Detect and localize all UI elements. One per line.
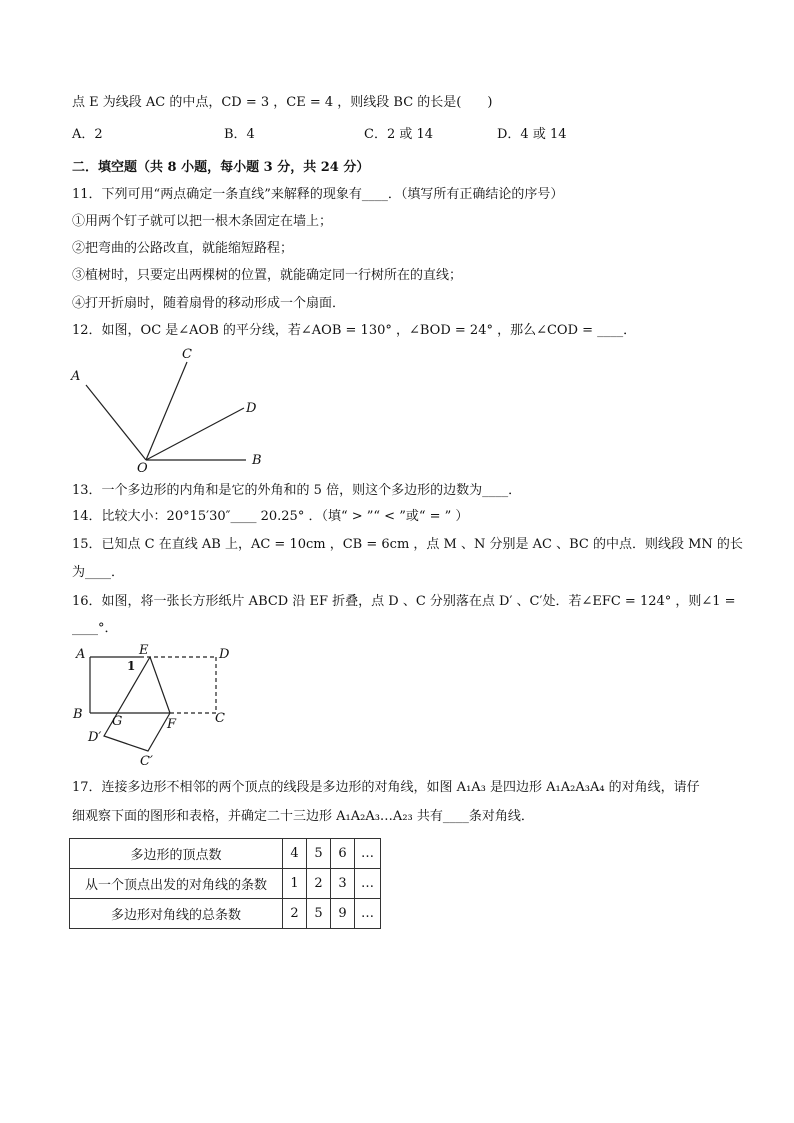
table-cell: … — [355, 869, 381, 899]
q16-line1: 16．如图，将一张长方形纸片 ABCD 沿 EF 折叠，点 D 、C 分别落在点 D′ 、C′处．若∠EFC = 124° ，则∠1 = — [72, 594, 736, 609]
label-a: A — [71, 369, 81, 384]
table-row — [70, 869, 381, 899]
q11-item-3: ③植树时，只要定出两棵树的位置，就能确定同一行树所在的直线； — [72, 268, 463, 283]
table-row-header: 多边形的顶点数 — [70, 839, 283, 869]
fold-label-a: A — [76, 647, 86, 662]
q10-option-a: A．2 — [72, 127, 103, 142]
q17-line1: 17．连接多边形不相邻的两个顶点的线段是多边形的对角线，如图 A₁A₃ 是四边形 A₁A₂A₃A₄ 的对角线，请仔 — [72, 780, 700, 795]
q10-stem: 点 E 为线段 AC 的中点，CD = 3 ，CE = 4 ，则线段 BC 的长是( ) — [72, 95, 493, 110]
q16-line2: ____°． — [72, 621, 118, 636]
q12-stem: 12．如图，OC 是∠AOB 的平分线，若∠AOB = 130° ，∠BOD = 24° ，那么∠COD = ____． — [72, 323, 637, 338]
table-row — [70, 899, 381, 929]
fold-label-c: C — [215, 711, 225, 726]
ray-od — [146, 408, 244, 460]
q10-option-b: B．4 — [224, 127, 255, 142]
table-cell: 2 — [283, 899, 307, 929]
q13-stem: 13．一个多边形的内角和是它的外角和的 5 倍，则这个多边形的边数为____． — [72, 483, 522, 498]
label-b: B — [252, 453, 262, 468]
table-cell: 6 — [331, 839, 355, 869]
ray-oa — [86, 385, 146, 460]
ray-oc — [146, 362, 187, 460]
table-cell: 1 — [283, 869, 307, 899]
section-title: 二．填空题（共 8 小题，每小题 3 分，共 24 分） — [72, 160, 370, 175]
fold-label-d-prime: D′ — [88, 730, 102, 745]
table-row — [70, 839, 381, 869]
q10-option-c: C．2 或 14 — [364, 127, 434, 142]
fold-label-c-prime: C′ — [140, 754, 153, 769]
table-cell: 9 — [331, 899, 355, 929]
q11-item-1: ①用两个钉子就可以把一根木条固定在墙上； — [72, 214, 333, 229]
fold-label-d: D — [219, 647, 230, 662]
label-o: O — [137, 461, 148, 476]
label-c: C — [182, 347, 192, 362]
q14-stem: 14．比较大小：20°15′30″____ 20.25° ．（填“ > ”“ < ”或“ = ” ） — [72, 509, 469, 524]
table-cell: 5 — [307, 839, 331, 869]
q17-line2: 细观察下面的图形和表格，并确定二十三边形 A₁A₂A₃…A₂₃ 共有____条对角线． — [72, 809, 534, 824]
table-cell: 2 — [307, 869, 331, 899]
label-d: D — [246, 401, 257, 416]
q10-option-d: D．4 或 14 — [497, 127, 567, 142]
q15-line1: 15．已知点 C 在直线 AB 上，AC = 10cm ，CB = 6cm ，点 M 、N 分别是 AC 、BC 的中点．则线段 MN 的长 — [72, 537, 743, 552]
q15-line2: 为____． — [72, 565, 125, 580]
q11-stem: 11．下列可用“两点确定一条直线”来解释的现象有____．（填写所有正确结论的序号） — [72, 187, 564, 202]
fold-label-b: B — [73, 707, 83, 722]
q11-item-2: ②把弯曲的公路改直，就能缩短路程； — [72, 241, 294, 256]
q11-item-4: ④打开折扇时，随着扇骨的移动形成一个扇面． — [72, 296, 346, 311]
table-cell: 3 — [331, 869, 355, 899]
table-row-header: 多边形对角线的总条数 — [70, 899, 283, 929]
table-cell: … — [355, 899, 381, 929]
fold-label-f: F — [167, 717, 177, 732]
table-cell: … — [355, 839, 381, 869]
table-cell: 5 — [307, 899, 331, 929]
fold-label-g: G — [112, 714, 123, 729]
table-row-header: 从一个顶点出发的对角线的条数 — [70, 869, 283, 899]
table-cell: 4 — [283, 839, 307, 869]
fold-figure — [90, 657, 216, 751]
diagonal-table — [69, 838, 381, 929]
fold-label-e: E — [139, 643, 149, 658]
fold-label-1: 1 — [127, 659, 136, 673]
